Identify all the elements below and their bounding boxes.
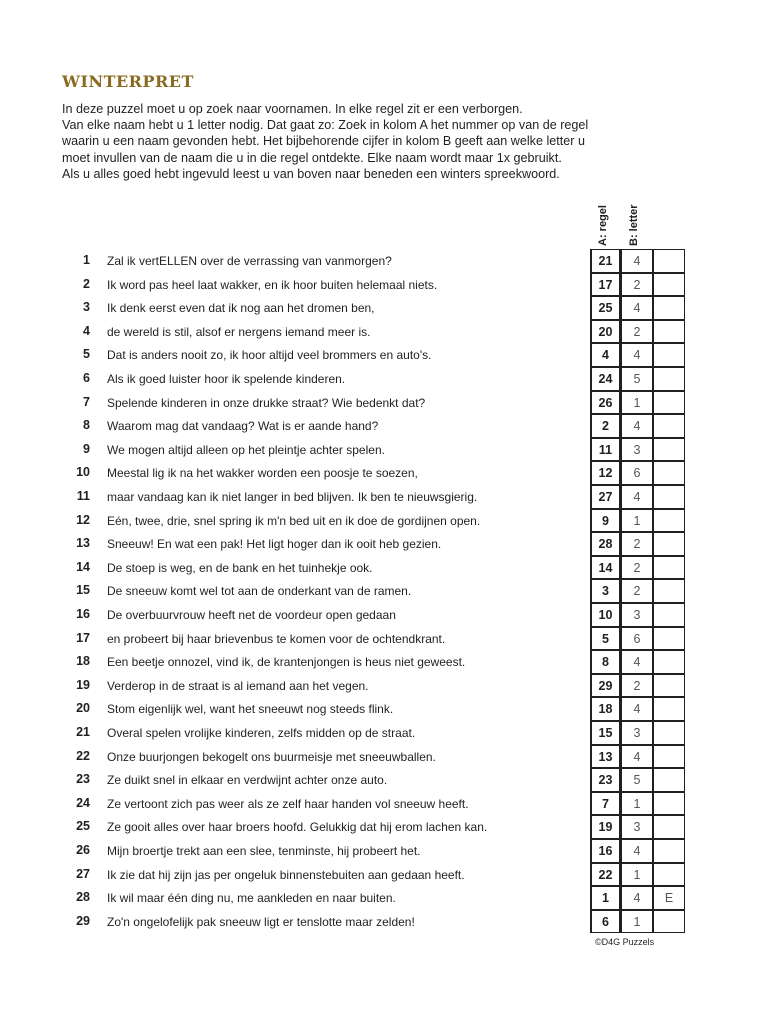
- cell-a-regel: 11: [590, 438, 621, 462]
- cell-b-letter: 4: [621, 485, 653, 509]
- row-sentence: de wereld is stil, alsof er nergens iemand meer is.: [107, 324, 371, 339]
- table-row: [0, 249, 768, 273]
- row-sentence: Een beetje onnozel, vind ik, de krantenjongen is heus niet geweest.: [107, 655, 466, 670]
- answer-cell[interactable]: E: [653, 886, 685, 910]
- answer-cell[interactable]: [653, 792, 685, 816]
- row-sentence: Onze buurjongen bekogelt ons buurmeisje met sneeuwballen.: [107, 749, 436, 764]
- table-row: [0, 485, 768, 509]
- cell-a-regel: 8: [590, 650, 621, 674]
- table-row: [0, 343, 768, 367]
- cell-a-regel: 28: [590, 532, 621, 556]
- row-number: 13: [76, 536, 90, 551]
- cell-b-letter: 2: [621, 273, 653, 297]
- answer-cell[interactable]: [653, 768, 685, 792]
- intro-line: Als u alles goed hebt ingevuld leest u van boven naar beneden een winters spreekwoord.: [62, 166, 560, 181]
- intro-line: moet invullen van de naam die u in die regel ontdekte. Elke naam wordt maar 1x gebruikt.: [62, 150, 562, 165]
- cell-a-regel: 7: [590, 792, 621, 816]
- cell-a-regel: 21: [590, 249, 621, 273]
- row-sentence: Zo'n ongelofelijk pak sneeuw ligt er tenslotte maar zelden!: [107, 914, 415, 929]
- cell-a-regel: 9: [590, 509, 621, 533]
- answer-cell[interactable]: [653, 815, 685, 839]
- answer-cell[interactable]: [653, 603, 685, 627]
- row-number: 20: [76, 701, 90, 716]
- answer-cell[interactable]: [653, 461, 685, 485]
- answer-cell[interactable]: [653, 721, 685, 745]
- cell-a-regel: 14: [590, 556, 621, 580]
- cell-a-regel: 4: [590, 343, 621, 367]
- row-number: 9: [83, 441, 90, 456]
- row-number: 19: [76, 677, 90, 692]
- answer-cell[interactable]: [653, 910, 685, 934]
- cell-b-letter: 2: [621, 674, 653, 698]
- table-row: [0, 674, 768, 698]
- row-number: 25: [76, 819, 90, 834]
- cell-b-letter: 5: [621, 768, 653, 792]
- row-sentence: Overal spelen vrolijke kinderen, zelfs midden op de straat.: [107, 726, 416, 740]
- table-row: [0, 792, 768, 816]
- cell-a-regel: 27: [590, 485, 621, 509]
- row-sentence: Ik zie dat hij zijn jas per ongeluk binnenstebuiten aan gedaan heeft.: [107, 867, 465, 882]
- row-number: 10: [76, 465, 90, 480]
- row-sentence: Meestal lig ik na het wakker worden een poosje te soezen,: [107, 466, 418, 481]
- cell-a-regel: 23: [590, 768, 621, 792]
- cell-b-letter: 3: [621, 603, 653, 627]
- cell-b-letter: 3: [621, 815, 653, 839]
- cell-a-regel: 15: [590, 721, 621, 745]
- cell-a-regel: 2: [590, 414, 621, 438]
- row-sentence: Verderop in de straat is al iemand aan het vegen.: [107, 678, 369, 693]
- cell-b-letter: 3: [621, 438, 653, 462]
- cell-a-regel: 18: [590, 697, 621, 721]
- cell-b-letter: 1: [621, 863, 653, 887]
- row-number: 27: [76, 866, 90, 881]
- cell-a-regel: 26: [590, 391, 621, 415]
- cell-a-regel: 29: [590, 674, 621, 698]
- table-row: [0, 815, 768, 839]
- table-row: [0, 697, 768, 721]
- answer-cell[interactable]: [653, 509, 685, 533]
- row-sentence: De overbuurvrouw heeft net de voordeur open gedaan: [107, 608, 396, 622]
- row-sentence: Ik wil maar één ding nu, me aankleden en naar buiten.: [107, 891, 396, 906]
- table-row: [0, 745, 768, 769]
- row-number: 24: [76, 795, 90, 810]
- answer-cell[interactable]: [653, 579, 685, 603]
- row-sentence: We mogen altijd alleen op het pleintje achter spelen.: [107, 442, 385, 457]
- cell-a-regel: 5: [590, 627, 621, 651]
- answer-cell[interactable]: [653, 343, 685, 367]
- row-sentence: Eén, twee, drie, snel spring ik m'n bed uit en ik doe de gordijnen open.: [107, 513, 481, 528]
- row-number: 21: [76, 725, 90, 739]
- row-number: 29: [76, 913, 90, 928]
- table-row: [0, 320, 768, 344]
- cell-b-letter: 4: [621, 650, 653, 674]
- table-row: [0, 438, 768, 462]
- row-sentence: Dat is anders nooit zo, ik hoor altijd veel brommers en auto's.: [107, 348, 432, 363]
- row-number: 23: [76, 772, 90, 787]
- table-row: [0, 886, 768, 910]
- answer-cell[interactable]: [653, 320, 685, 344]
- cell-a-regel: 19: [590, 815, 621, 839]
- cell-b-letter: 4: [621, 697, 653, 721]
- answer-cell[interactable]: [653, 273, 685, 297]
- table-row: [0, 273, 768, 297]
- cell-b-letter: 1: [621, 509, 653, 533]
- table-row: [0, 367, 768, 391]
- row-sentence: Spelende kinderen in onze drukke straat? Wie bedenkt dat?: [107, 395, 426, 410]
- answer-cell[interactable]: [653, 650, 685, 674]
- table-row: [0, 603, 768, 627]
- cell-b-letter: 6: [621, 627, 653, 651]
- table-row: [0, 461, 768, 485]
- table-row: [0, 532, 768, 556]
- cell-b-letter: 1: [621, 391, 653, 415]
- row-sentence: Ze duikt snel in elkaar en verdwijnt achter onze auto.: [107, 773, 388, 788]
- table-row: [0, 296, 768, 320]
- cell-a-regel: 12: [590, 461, 621, 485]
- column-header-a: [591, 196, 617, 246]
- table-row: [0, 721, 768, 745]
- row-number: 7: [83, 394, 90, 409]
- row-number: 3: [83, 300, 90, 315]
- cell-a-regel: 1: [590, 886, 621, 910]
- answer-cell[interactable]: [653, 697, 685, 721]
- row-number: 15: [76, 583, 90, 598]
- answer-cell[interactable]: [653, 438, 685, 462]
- table-row: [0, 509, 768, 533]
- cell-b-letter: 4: [621, 745, 653, 769]
- table-row: [0, 414, 768, 438]
- cell-a-regel: 6: [590, 910, 621, 934]
- row-number: 11: [76, 489, 90, 503]
- row-number: 2: [83, 276, 90, 291]
- cell-b-letter: 3: [621, 721, 653, 745]
- row-number: 5: [83, 347, 90, 362]
- cell-b-letter: 1: [621, 910, 653, 934]
- cell-b-letter: 1: [621, 792, 653, 816]
- row-number: 4: [83, 323, 90, 338]
- answer-cell[interactable]: [653, 414, 685, 438]
- table-row: [0, 627, 768, 651]
- copyright-notice: ©D4G Puzzels: [595, 937, 655, 947]
- puzzle-title: WINTERPRET: [62, 72, 194, 91]
- row-number: 8: [83, 418, 90, 433]
- row-sentence: en probeert bij haar brievenbus te komen voor de ochtendkrant.: [107, 631, 446, 646]
- row-sentence: Ik denk eerst even dat ik nog aan het dromen ben,: [107, 301, 375, 316]
- answer-cell[interactable]: [653, 863, 685, 887]
- row-sentence: maar vandaag kan ik niet langer in bed blijven. Ik ben te nieuwsgierig.: [107, 490, 478, 504]
- cell-a-regel: 24: [590, 367, 621, 391]
- row-sentence: Stom eigenlijk wel, want het sneeuwt nog steeds flink.: [107, 702, 394, 717]
- row-number: 16: [76, 607, 90, 621]
- table-row: [0, 768, 768, 792]
- cell-a-regel: 13: [590, 745, 621, 769]
- cell-b-letter: 5: [621, 367, 653, 391]
- intro-line: In deze puzzel moet u op zoek naar voornamen. In elke regel zit er een verborgen.: [62, 102, 523, 116]
- row-sentence: Sneeuw! En wat een pak! Het ligt hoger dan ik ooit heb gezien.: [107, 537, 442, 552]
- cell-b-letter: 4: [621, 886, 653, 910]
- row-number: 18: [76, 654, 90, 669]
- row-sentence: Ze gooit alles over haar broers hoofd. Gelukkig dat hij erom lachen kan.: [107, 820, 488, 835]
- cell-a-regel: 16: [590, 839, 621, 863]
- intro-text: [62, 101, 692, 182]
- cell-b-letter: 4: [621, 296, 653, 320]
- row-sentence: De sneeuw komt wel tot aan de onderkant van de ramen.: [107, 584, 412, 599]
- table-row: [0, 650, 768, 674]
- row-number: 14: [76, 559, 90, 574]
- cell-b-letter: 4: [621, 343, 653, 367]
- answer-cell[interactable]: [653, 839, 685, 863]
- row-sentence: Ze vertoont zich pas weer als ze zelf haar handen vol sneeuw heeft.: [107, 796, 469, 811]
- answer-cell[interactable]: [653, 556, 685, 580]
- answer-cell[interactable]: [653, 485, 685, 509]
- row-number: 1: [83, 253, 90, 267]
- row-sentence: Mijn broertje trekt aan een slee, tenminste, hij probeert het.: [107, 844, 421, 858]
- row-number: 28: [76, 890, 90, 905]
- cell-a-regel: 20: [590, 320, 621, 344]
- table-row: [0, 863, 768, 887]
- row-number: 6: [83, 371, 90, 385]
- row-number: 22: [76, 748, 90, 763]
- cell-b-letter: 6: [621, 461, 653, 485]
- cell-a-regel: 17: [590, 273, 621, 297]
- cell-b-letter: 2: [621, 532, 653, 556]
- cell-b-letter: 4: [621, 414, 653, 438]
- column-header-b: [622, 196, 648, 246]
- answer-cell[interactable]: [653, 391, 685, 415]
- answer-cell[interactable]: [653, 296, 685, 320]
- column-header-a-label: A: regel: [597, 205, 609, 246]
- cell-b-letter: 2: [621, 320, 653, 344]
- answer-cell[interactable]: [653, 674, 685, 698]
- cell-a-regel: 3: [590, 579, 621, 603]
- row-number: 17: [76, 630, 90, 645]
- row-number: 26: [76, 843, 90, 857]
- table-row: [0, 579, 768, 603]
- column-header-b-label: B: letter: [628, 204, 640, 246]
- table-row: [0, 556, 768, 580]
- row-sentence: Waarom mag dat vandaag? Wat is er aande hand?: [107, 419, 379, 434]
- cell-b-letter: 4: [621, 249, 653, 273]
- answer-cell[interactable]: [653, 532, 685, 556]
- cell-a-regel: 10: [590, 603, 621, 627]
- answer-cell[interactable]: [653, 745, 685, 769]
- table-row: [0, 391, 768, 415]
- answer-cell[interactable]: [653, 627, 685, 651]
- cell-a-regel: 25: [590, 296, 621, 320]
- row-sentence: Als ik goed luister hoor ik spelende kinderen.: [107, 372, 346, 386]
- cell-b-letter: 2: [621, 556, 653, 580]
- table-row: [0, 839, 768, 863]
- row-sentence: De stoep is weg, en de bank en het tuinhekje ook.: [107, 560, 373, 575]
- row-sentence: Zal ik vertELLEN over de verrassing van vanmorgen?: [107, 254, 392, 268]
- cell-a-regel: 22: [590, 863, 621, 887]
- intro-line: Van elke naam hebt u 1 letter nodig. Dat gaat zo: Zoek in kolom A het nummer op van de regel: [62, 118, 589, 133]
- row-sentence: Ik word pas heel laat wakker, en ik hoor buiten helemaal niets.: [107, 277, 438, 292]
- intro-line: waarin u een naam gevonden hebt. Het bijbehorende cijfer in kolom B geeft aan welke letter u: [62, 134, 585, 149]
- cell-b-letter: 2: [621, 579, 653, 603]
- table-row: [0, 910, 768, 934]
- answer-cell[interactable]: [653, 367, 685, 391]
- cell-b-letter: 4: [621, 839, 653, 863]
- row-number: 12: [76, 512, 90, 527]
- answer-cell[interactable]: [653, 249, 685, 273]
